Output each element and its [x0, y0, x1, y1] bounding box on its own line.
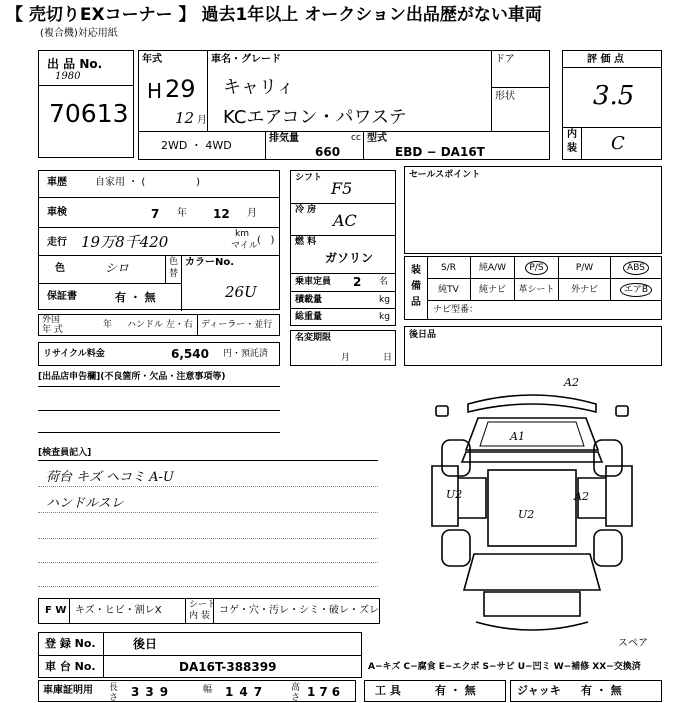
mileage-label: 走行 [47, 237, 67, 248]
dealer-type: ディーラー・並行 [201, 320, 273, 330]
capacity-label: 乗車定員 [295, 277, 332, 287]
warranty-label: 保証書 [47, 291, 77, 302]
mileage-mile: マイル [231, 241, 258, 251]
rating-box [562, 50, 662, 160]
lot-number: 70613 [49, 99, 129, 128]
car-info-box [138, 50, 550, 160]
model-year: 29 [165, 75, 196, 103]
length-label: 長さ [109, 683, 119, 703]
handle-side: ハンドル 左・右 [127, 320, 193, 330]
model-month: 12 [175, 109, 195, 127]
history-value: 自家用 ・ ( ) [95, 177, 201, 188]
equip-navi: 純ナビ [471, 279, 515, 301]
seat-label-2: 内 装 [189, 611, 210, 621]
equipment-label-2: 備 [411, 281, 421, 292]
inspection-year-unit: 年 [177, 208, 187, 219]
import-label: 外国 [42, 315, 61, 325]
navi-model-label: ナビ型番： [433, 305, 479, 315]
equip-power-window: P/W [559, 257, 611, 279]
mileage-bracket: ( ) [257, 235, 275, 246]
jack-label: ジャッキ [517, 684, 561, 697]
spare-label: スペア [618, 638, 648, 649]
equipment-box [404, 256, 662, 320]
power-steering-circle: P/S [525, 261, 547, 275]
color-label: 色 [55, 263, 65, 274]
fw-label: F W [45, 605, 67, 616]
recycle-unit: 円・預託済 [223, 349, 269, 359]
reg-change-month: 月 [341, 353, 351, 363]
interior-label-2: 装 [567, 143, 577, 154]
inspection-month: 12 [213, 207, 230, 221]
reg-change-day: 日 [383, 353, 393, 363]
recycle-value: 6,540 [171, 347, 209, 361]
mileage-km: km [235, 229, 249, 239]
details-box [38, 170, 280, 310]
fw-value: キズ・ヒビ・割レX [75, 605, 162, 616]
interior-label: 内 [567, 129, 577, 140]
certificate-label: 車庫証明用 [43, 685, 93, 696]
import-year-unit: 年 [103, 320, 113, 330]
later-date-label: 後日品 [409, 330, 437, 340]
registration-value: 後日 [133, 637, 158, 651]
car-grade: KCエアコン・パワステ [223, 107, 407, 128]
inspection-year: 7 [151, 207, 160, 221]
jack-value: 有 ・ 無 [581, 684, 622, 697]
colorno-label: カラーNo. [185, 257, 235, 268]
model-code: EBD − DA16T [395, 145, 485, 159]
color-change-label: 色 [169, 257, 179, 267]
reg-change-label: 名変期限 [295, 333, 332, 343]
rating-score: 3.5 [593, 81, 635, 111]
lot-year-stamp: 1980 [55, 71, 81, 82]
gross-label: 総重量 [295, 312, 323, 322]
gross-unit: kg [379, 312, 390, 322]
shift-value: F5 [331, 179, 353, 198]
capacity-unit: 名 [379, 277, 389, 287]
equip-ext-navi: 外ナビ [559, 279, 611, 301]
cc-unit: cc [351, 133, 361, 143]
inspector-label: [検査員記入] [38, 448, 92, 458]
equip-leather: 革シート [515, 279, 559, 301]
tools-label: 工 具 [375, 684, 401, 697]
equipment-label-1: 装 [411, 265, 421, 276]
load-label: 積載量 [295, 295, 323, 305]
fw-box [38, 598, 380, 624]
length-value: 339 [131, 685, 175, 699]
month-unit: 月 [197, 115, 207, 126]
ac-label: 冷 房 [295, 205, 317, 215]
car-damage-diagram [412, 378, 652, 638]
width-label: 幅 [203, 685, 213, 695]
sheet-title: 【 売切りEXコーナー 】 過去1年以上 オークション出品歴がない車両 [6, 5, 542, 25]
sales-point-box [404, 166, 662, 254]
tools-value: 有 ・ 無 [435, 684, 476, 697]
sales-point-label: セールスポイント [409, 170, 481, 180]
recycle-box [38, 342, 280, 366]
model-label: 型式 [367, 133, 387, 144]
reg-change-box [290, 330, 396, 366]
color-change-label-2: 替 [169, 269, 179, 279]
door-label: ドア [495, 54, 515, 65]
equip-alloy-wheel: 純A/W [471, 257, 515, 279]
seat-value: コゲ・穴・汚レ・シミ・破レ・ズレ [219, 605, 379, 616]
tools-box [364, 680, 506, 702]
import-year-label: 年 式 [42, 325, 63, 335]
shift-label: シフト [295, 173, 323, 183]
equip-tv: 純TV [427, 279, 471, 301]
mileage-value: 19万8千420 [81, 233, 169, 251]
abs-circle: ABS [623, 261, 649, 275]
inspector-note-2: ハンドルスレ [46, 496, 124, 511]
later-date-box [404, 326, 662, 366]
equip-sunroof: S/R [427, 257, 471, 279]
mark-right-side: A2 [574, 490, 589, 503]
mark-hood: A1 [510, 430, 525, 443]
height-value: 176 [307, 685, 345, 699]
airbag-circle: エアB [620, 283, 652, 297]
height-label: 高さ [291, 683, 301, 703]
inspection-month-unit: 月 [247, 208, 257, 219]
colorno-value: 26U [225, 283, 257, 301]
equip-abs [611, 257, 661, 279]
inspection-label: 車検 [47, 207, 67, 218]
displacement: 660 [315, 145, 341, 159]
seller-notes-label: [出品店申告欄](不良箇所・欠品・注意事項等) [38, 372, 226, 382]
seat-label: シート [189, 600, 217, 610]
load-unit: kg [379, 295, 390, 305]
jack-box [510, 680, 662, 702]
fuel-value: ガソリン [325, 251, 374, 265]
damage-legend: A−キズ C−腐食 E−エクボ S−サビ U−凹ミ W−補修 XX−交換済 [368, 662, 641, 672]
ac-value: AC [333, 211, 357, 230]
car-name: キャリィ [223, 77, 295, 98]
color-value: シロ [105, 261, 130, 275]
spec-box [290, 170, 396, 326]
recycle-label: リサイクル料金 [43, 349, 105, 359]
sheet-subtitle: (複合機)対応用紙 [40, 28, 118, 39]
lot-number-box [38, 50, 134, 158]
shape-label: 形状 [495, 91, 515, 102]
year-label: 年式 [142, 54, 162, 65]
mark-front-bumper: A2 [564, 378, 579, 389]
mark-left-side: U2 [446, 488, 463, 501]
registration-label: 登 録 No. [45, 637, 96, 650]
import-box [38, 314, 280, 336]
rating-label: 評 価 点 [587, 54, 624, 65]
chassis-value: DA16T-388399 [179, 660, 277, 674]
history-label: 車歴 [47, 177, 67, 188]
name-label: 車名・グレード [211, 54, 281, 65]
chassis-label: 車 台 No. [45, 660, 96, 673]
equip-airbag [611, 279, 661, 301]
capacity-value: 2 [353, 275, 362, 289]
displacement-label: 排気量 [269, 133, 299, 144]
width-value: 147 [225, 685, 269, 699]
drive-type: 2WD ・ 4WD [161, 139, 232, 152]
equipment-label-3: 品 [411, 297, 421, 308]
registration-box [38, 632, 362, 678]
era: H [147, 79, 163, 103]
fuel-label: 燃 料 [295, 237, 317, 247]
warranty-value: 有 ・ 無 [115, 291, 156, 304]
lot-label: 出 品 No. [47, 57, 103, 71]
inspector-note-1: 荷台 キズ ヘコミ A-U [46, 470, 174, 485]
certificate-box [38, 680, 356, 702]
mark-bed: U2 [518, 508, 535, 521]
interior-score: C [611, 133, 625, 154]
equip-power-steering [515, 257, 559, 279]
